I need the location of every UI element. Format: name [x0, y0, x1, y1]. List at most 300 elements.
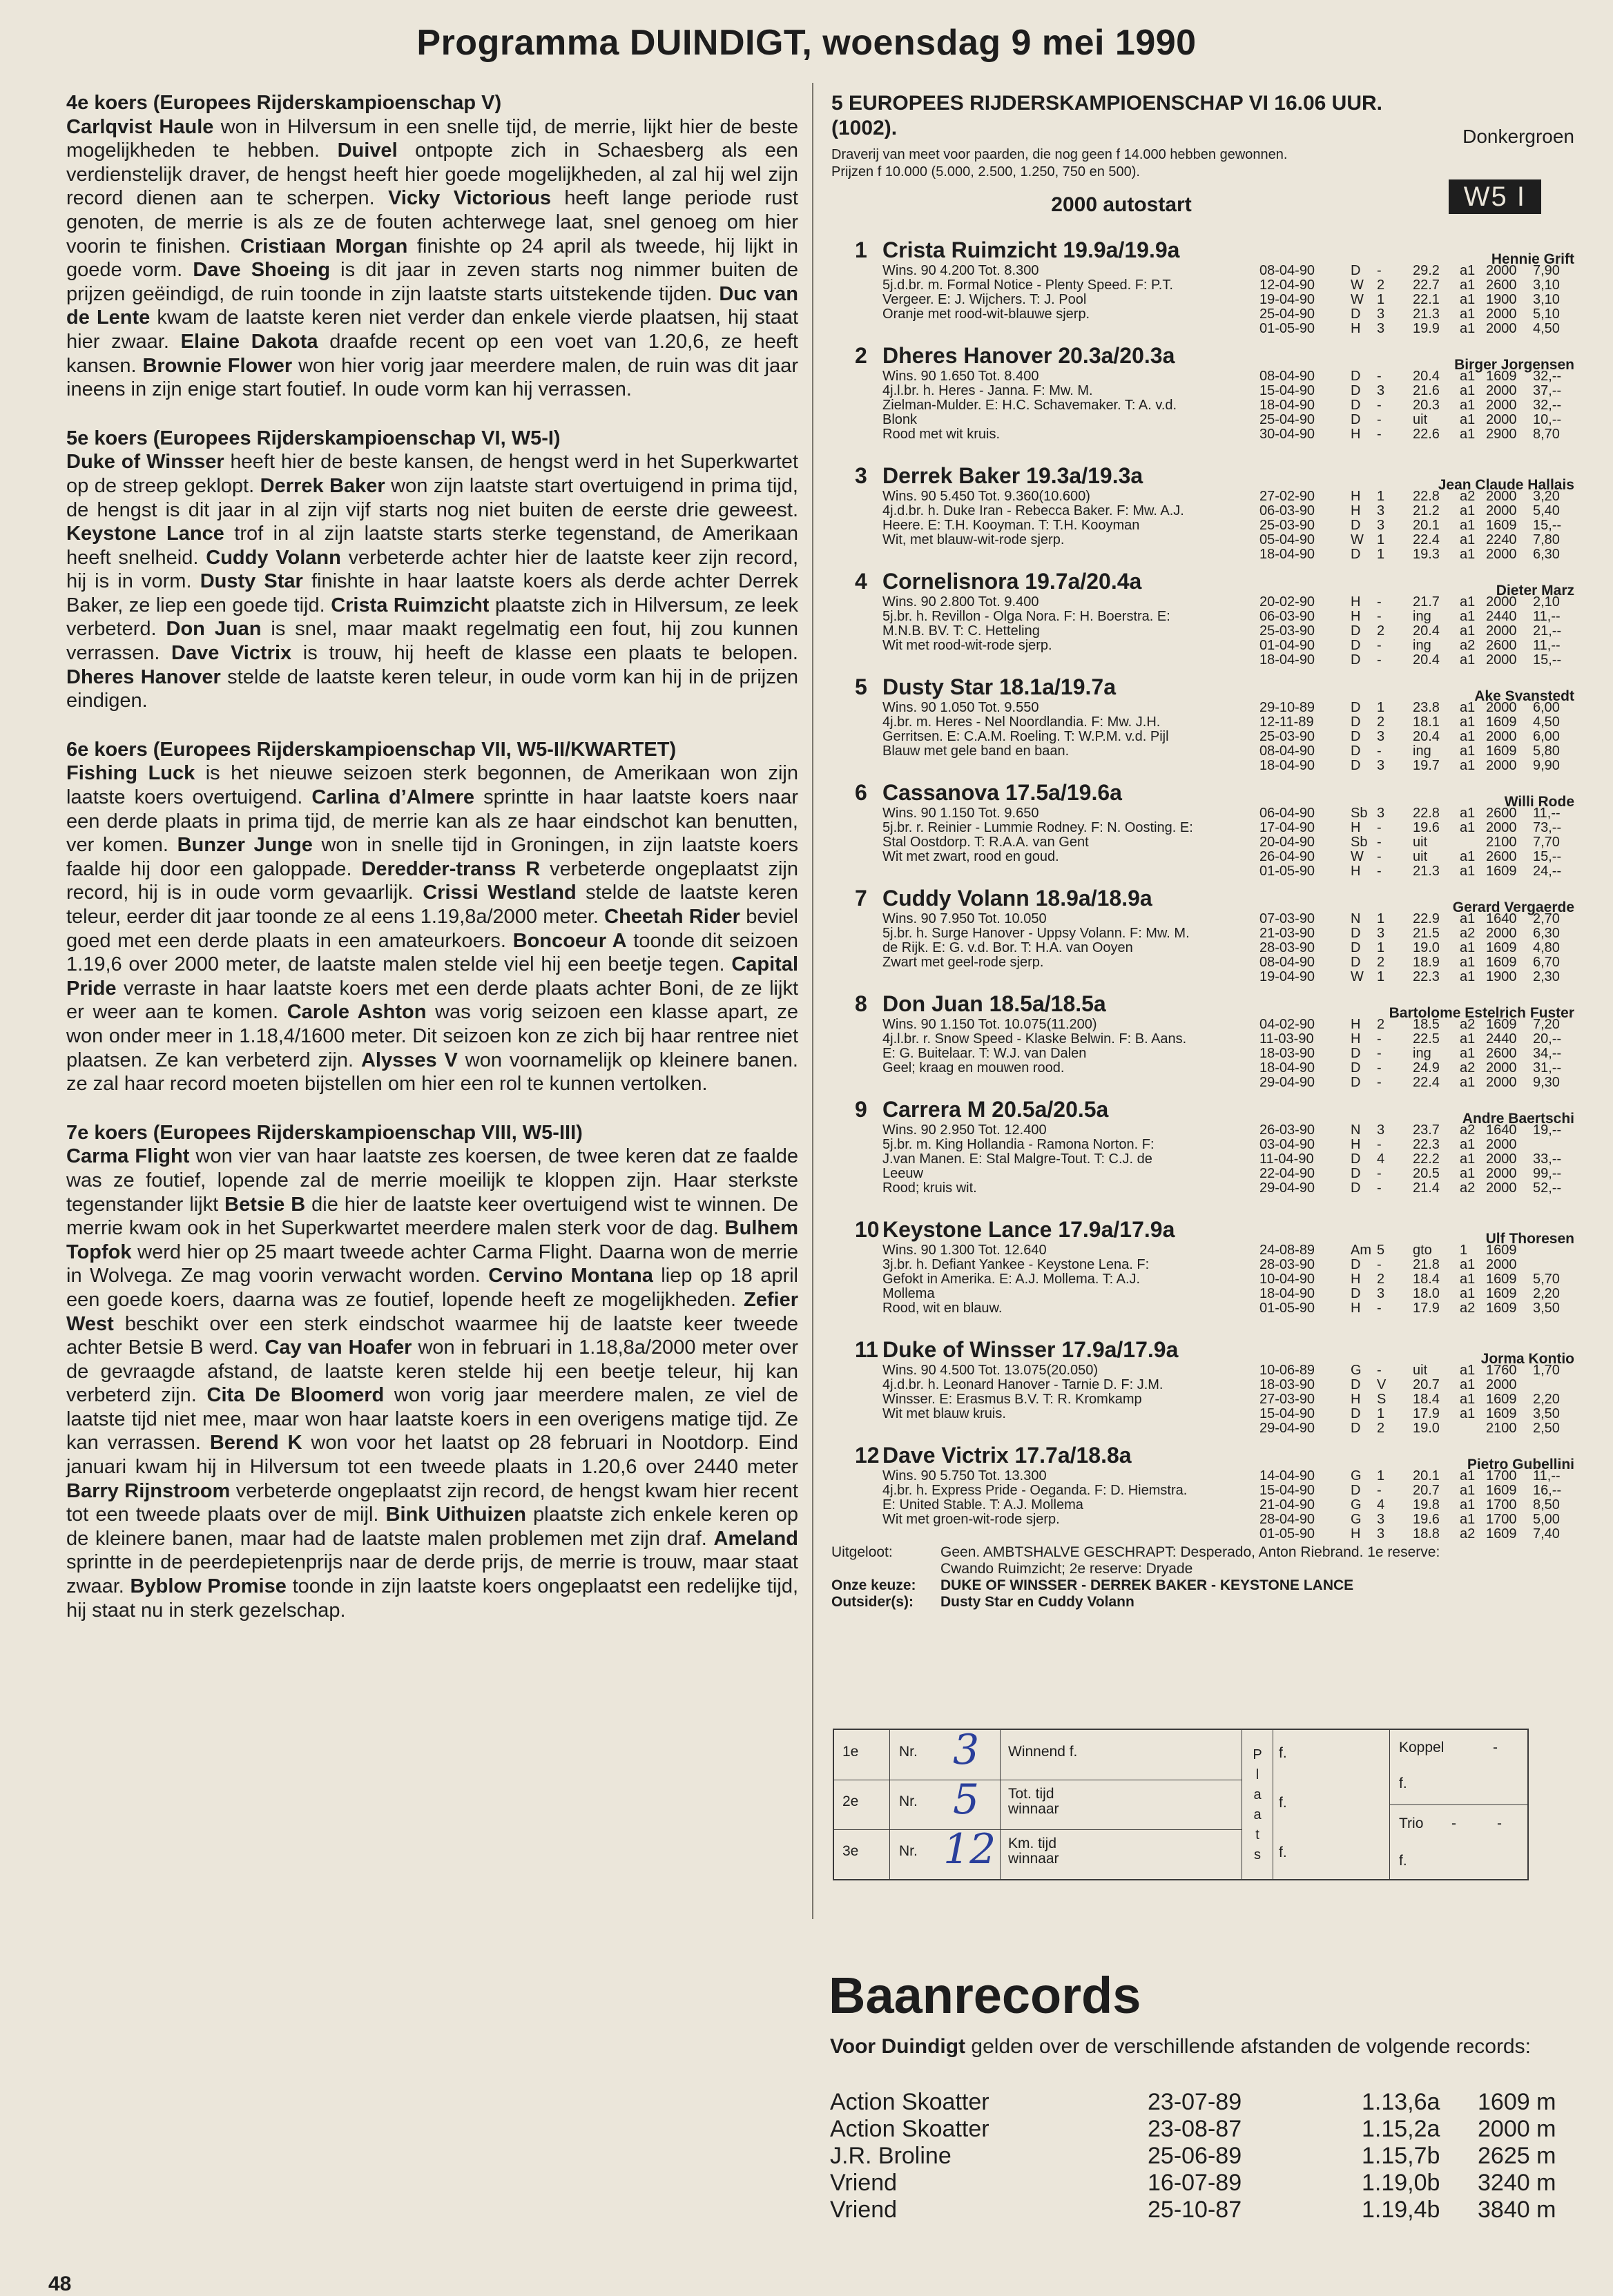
start-price: 6,00 — [1533, 700, 1560, 715]
start-track: D — [1351, 926, 1361, 941]
start-time: 20.5 — [1413, 1166, 1440, 1181]
start-place: 3 — [1377, 1526, 1385, 1541]
start-time: 21.4 — [1413, 1180, 1440, 1196]
start-row — [1259, 1181, 1574, 1196]
start-time: 21.8 — [1413, 1257, 1440, 1272]
start-row — [1259, 1061, 1574, 1076]
start-price: 10,-- — [1533, 412, 1562, 427]
info-line: Gefokt in Amerika. E: A.J. Mollema. T: A.J. — [882, 1272, 1141, 1287]
horse-info — [882, 1243, 1228, 1316]
start-row — [1259, 1527, 1574, 1541]
start-row — [1259, 1378, 1574, 1392]
start-distance: 1640 — [1486, 911, 1517, 926]
start-date: 18-03-90 — [1259, 1377, 1315, 1392]
page-title: Programma DUINDIGT, woensdag 9 mei 1990 — [416, 23, 1197, 63]
start-time: 21.7 — [1413, 594, 1440, 610]
start-price: 3,50 — [1533, 1406, 1560, 1421]
time-label-line: Tot. tijd — [1008, 1786, 1054, 1802]
nr-label: Nr. — [899, 1793, 918, 1809]
recent-starts — [1259, 264, 1574, 336]
start-place: 4 — [1377, 1151, 1385, 1167]
uitgeloot-text: Geen. AMBTSHALVE GESCHRAPT: Desperado, Anton Riebrand. 1e reserve: — [940, 1544, 1440, 1560]
start-place: 2 — [1377, 955, 1385, 970]
start-distance: 2440 — [1486, 1031, 1517, 1047]
start-type: a1 — [1460, 700, 1476, 715]
start-type: a1 — [1460, 1286, 1476, 1301]
start-place: - — [1377, 1363, 1382, 1378]
start-type: a1 — [1460, 652, 1476, 668]
start-track: Sb — [1351, 806, 1368, 821]
start-time: 21.6 — [1413, 383, 1440, 398]
start-distance: 1609 — [1486, 1286, 1517, 1301]
start-type: a1 — [1460, 307, 1476, 322]
start-date: 12-04-90 — [1259, 278, 1315, 293]
record-date: 23-08-87 — [1148, 2116, 1242, 2142]
start-type: a1 — [1460, 1363, 1476, 1378]
start-place: - — [1377, 1166, 1382, 1181]
horse-name: Crista Ruimzicht 19.9a/19.9a — [882, 237, 1180, 262]
recent-starts — [1259, 912, 1574, 984]
horse-name: Duke of Winsser 17.9a/17.9a — [882, 1337, 1179, 1362]
start-time: 22.8 — [1413, 806, 1440, 821]
result-row-1 — [834, 1726, 1242, 1780]
start-date: 18-04-90 — [1259, 652, 1315, 668]
start-place: - — [1377, 638, 1382, 653]
place-cell — [834, 1829, 890, 1879]
start-track: H — [1351, 321, 1361, 336]
start-distance: 1609 — [1486, 1272, 1517, 1287]
start-date: 19-04-90 — [1259, 292, 1315, 307]
start-date: 27-02-90 — [1259, 489, 1315, 504]
start-type: a1 — [1460, 609, 1476, 624]
start-track: H — [1351, 1526, 1361, 1541]
start-distance: 2000 — [1486, 700, 1517, 715]
nr-cell — [889, 1726, 1001, 1780]
start-track: D — [1351, 412, 1361, 427]
horse-number: 11 — [855, 1337, 878, 1362]
start-time: 22.7 — [1413, 278, 1440, 293]
start-price: 9,90 — [1533, 758, 1560, 773]
start-time: 21.3 — [1413, 307, 1440, 322]
start-distance: 1609 — [1486, 1483, 1517, 1498]
start-price: 73,-- — [1533, 820, 1562, 835]
handwritten-number: 12 — [943, 1825, 996, 1874]
start-place: 3 — [1377, 758, 1385, 773]
start-place: - — [1377, 1031, 1382, 1047]
start-price: 7,80 — [1533, 532, 1560, 547]
record-horse: J.R. Broline — [830, 2143, 952, 2169]
start-type: a2 — [1460, 1180, 1476, 1196]
start-distance: 1609 — [1486, 714, 1517, 730]
preview-text: Carlqvist Haule won in Hilversum in een snelle tijd, de merrie, lijkt hier de beste mogelijkheden te hebben. Duivel ontpopte zich in Schaesberg als een verdienstelijk draver, de hengst heeft hier goede mogelijkheden, al zal hij wel zijn record dienen aan te scherpen. Vicky Victorious heeft lange periode rust genoten, de merrie is als ze de fouten achterwege laat, snel genoeg om hier voorin te finishen. Cristiaan Morgan finishte op 24 april als tweede, hij lijkt in goede vorm. Dave Shoeing is dit jaar in zeven starts nog nimmer buiten de prijzen geëindigd, de ruin toonde in zijn laatste starts uitstekende tijden. Duc van de Lente kwam de laatste keren niet verder dan enkele vierde plaatsen, hij staat hier zwaar. Elaine Dakota draafde recent op een voet van 1.20,6, ze heeft kansen. Brownie Flower won hier vorig jaar meerdere malen, de ruin was dit jaar ineens in zijn enige start foutief. In oude vorm kan hij verrassen. — [66, 115, 799, 401]
plaats-letter: l — [1255, 1767, 1259, 1782]
start-place: 2 — [1377, 623, 1385, 639]
horse-entry — [831, 661, 1574, 773]
time-cell — [1000, 1780, 1242, 1829]
start-row — [1259, 1152, 1574, 1167]
plaats-f: f. — [1279, 1795, 1287, 1811]
start-price: 5,40 — [1533, 503, 1560, 518]
start-place: 2 — [1377, 278, 1385, 293]
start-type: a1 — [1460, 729, 1476, 744]
start-type: 2000 autostart — [1051, 193, 1192, 216]
start-place: - — [1377, 1257, 1382, 1272]
start-place: 1 — [1377, 1406, 1385, 1421]
start-price: 2,30 — [1533, 969, 1560, 984]
preview-race-4 — [66, 91, 798, 402]
start-date: 18-04-90 — [1259, 1286, 1315, 1301]
start-type: a1 — [1460, 955, 1476, 970]
start-distance: 1609 — [1486, 864, 1517, 879]
start-row — [1259, 1363, 1574, 1378]
start-price: 7,20 — [1533, 1017, 1560, 1032]
trio-label: Trio — [1399, 1816, 1424, 1831]
start-time: 18.4 — [1413, 1392, 1440, 1407]
info-line: 4j.d.br. h. Duke Iran - Rebecca Baker. F: Mw. A.J. — [882, 503, 1184, 518]
info-line: E: United Stable. T: A.J. Mollema — [882, 1497, 1083, 1512]
horse-name: Cuddy Volann 18.9a/18.9a — [882, 886, 1152, 911]
start-date: 17-04-90 — [1259, 820, 1315, 835]
record-time: 1.13,6a — [1362, 2089, 1440, 2115]
preview-race-7 — [66, 1121, 798, 1622]
start-row — [1259, 1287, 1574, 1301]
horse-number: 6 — [855, 780, 867, 805]
info-line: Wins. 90 1.050 Tot. 9.550 — [882, 700, 1039, 715]
start-track: D — [1351, 307, 1361, 322]
keuze-text: DUKE OF WINSSER - DERREK BAKER - KEYSTONE LANCE — [940, 1577, 1354, 1593]
start-row — [1259, 278, 1574, 293]
info-line: Wins. 90 1.300 Tot. 12.640 — [882, 1243, 1047, 1258]
trio-dash: - — [1451, 1816, 1456, 1831]
start-price: 2,50 — [1533, 1421, 1560, 1436]
start-place: 1 — [1377, 940, 1385, 955]
start-time: uit — [1413, 849, 1428, 864]
start-row — [1259, 821, 1574, 835]
start-track: D — [1351, 383, 1361, 398]
start-distance: 2000 — [1486, 307, 1517, 322]
start-row — [1259, 293, 1574, 307]
start-track: H — [1351, 1392, 1361, 1407]
place-cell — [834, 1780, 890, 1829]
start-type: a1 — [1460, 758, 1476, 773]
time-cell — [1000, 1730, 1242, 1780]
horse-entry — [831, 329, 1574, 449]
start-distance: 2000 — [1486, 1060, 1517, 1076]
start-time: 21.3 — [1413, 864, 1440, 879]
nr-label: Nr. — [899, 1744, 918, 1760]
start-track: H — [1351, 427, 1361, 442]
trio-cell — [1389, 1804, 1527, 1879]
recent-starts — [1259, 1018, 1574, 1090]
driver-name: Willi Rode — [1504, 794, 1574, 810]
start-row — [1259, 926, 1574, 941]
start-type: a1 — [1460, 321, 1476, 336]
start-row — [1259, 384, 1574, 398]
start-price: 15,-- — [1533, 518, 1562, 533]
start-place: V — [1377, 1377, 1387, 1392]
start-type: a1 — [1460, 1377, 1476, 1392]
start-distance: 2240 — [1486, 532, 1517, 547]
start-date: 29-04-90 — [1259, 1075, 1315, 1090]
driver-name: Hennie Grift — [1491, 251, 1574, 267]
plaats-letter: a — [1253, 1787, 1262, 1802]
start-price: 6,70 — [1533, 955, 1560, 970]
start-price: 5,00 — [1533, 1512, 1560, 1527]
start-row — [1259, 264, 1574, 278]
start-track: D — [1351, 547, 1361, 562]
start-place: - — [1377, 864, 1382, 879]
start-price: 4,50 — [1533, 714, 1560, 730]
start-price: 5,10 — [1533, 307, 1560, 322]
start-row — [1259, 624, 1574, 639]
horse-entry — [831, 224, 1574, 336]
start-type: a2 — [1460, 1122, 1476, 1138]
start-time: 22.2 — [1413, 1151, 1440, 1167]
start-date: 28-03-90 — [1259, 940, 1315, 955]
info-line: Vergeer. E: J. Wijchers. T: J. Pool — [882, 292, 1087, 307]
horse-number: 9 — [855, 1097, 867, 1122]
start-date: 24-08-89 — [1259, 1243, 1315, 1258]
horse-entry — [831, 1429, 1574, 1541]
column-divider — [812, 83, 813, 1919]
race-heading-line: 5 EUROPEES RIJDERSKAMPIOENSCHAP VI 16.06 UUR. — [831, 92, 1383, 115]
start-distance: 2000 — [1486, 1257, 1517, 1272]
record-horse: Action Skoatter — [830, 2116, 989, 2142]
start-type: a1 — [1460, 594, 1476, 610]
start-place: - — [1377, 1046, 1382, 1061]
info-line: Wins. 90 4.200 Tot. 8.300 — [882, 263, 1039, 278]
start-place: 3 — [1377, 926, 1385, 941]
start-date: 15-04-90 — [1259, 1483, 1315, 1498]
start-type: a1 — [1460, 1257, 1476, 1272]
start-type: a1 — [1460, 623, 1476, 639]
horse-number: 7 — [855, 886, 867, 911]
plaats-letter: P — [1253, 1747, 1262, 1762]
start-date: 27-03-90 — [1259, 1392, 1315, 1407]
horse-info — [882, 1469, 1228, 1527]
start-row — [1259, 1272, 1574, 1287]
recent-starts — [1259, 701, 1574, 773]
start-time: 18.8 — [1413, 1526, 1440, 1541]
info-line: 5j.d.br. m. Formal Notice - Plenty Speed. F: P.T. — [882, 278, 1173, 293]
start-track: Am — [1351, 1243, 1371, 1258]
start-type: a1 — [1460, 1031, 1476, 1047]
horse-number: 3 — [855, 463, 867, 488]
info-line: 3j.br. h. Defiant Yankee - Keystone Lena. F: — [882, 1257, 1150, 1272]
start-track: G — [1351, 1497, 1362, 1512]
start-price: 21,-- — [1533, 623, 1562, 639]
start-time: 21.2 — [1413, 503, 1440, 518]
start-row — [1259, 533, 1574, 547]
start-distance: 1640 — [1486, 1122, 1517, 1138]
start-time: 18.5 — [1413, 1017, 1440, 1032]
start-date: 20-02-90 — [1259, 594, 1315, 610]
start-distance: 2000 — [1486, 652, 1517, 668]
start-price: 8,70 — [1533, 427, 1560, 442]
start-row — [1259, 489, 1574, 504]
start-place: - — [1377, 1060, 1382, 1076]
result-row-3 — [834, 1825, 1242, 1879]
start-place: 3 — [1377, 383, 1385, 398]
horse-number: 10 — [855, 1217, 880, 1242]
start-track: D — [1351, 743, 1361, 759]
start-type: a1 — [1460, 1075, 1476, 1090]
start-type: a2 — [1460, 489, 1476, 504]
start-row — [1259, 639, 1574, 653]
start-distance: 2600 — [1486, 638, 1517, 653]
start-place: - — [1377, 609, 1382, 624]
start-price: 5,70 — [1533, 1272, 1560, 1287]
recent-starts — [1259, 1123, 1574, 1196]
onze-keuze-row — [831, 1577, 1574, 1594]
driver-name: Birger Jorgensen — [1454, 357, 1574, 373]
start-date: 01-05-90 — [1259, 1526, 1315, 1541]
start-track: D — [1351, 263, 1361, 278]
start-track: H — [1351, 1031, 1361, 1047]
start-distance: 2000 — [1486, 820, 1517, 835]
start-price: 11,-- — [1533, 1468, 1561, 1483]
record-distance: 2000 m — [1478, 2116, 1556, 2142]
start-distance: 1700 — [1486, 1468, 1517, 1483]
info-line: M.N.B. BV. T: C. Hetteling — [882, 623, 1040, 639]
start-distance: 1609 — [1486, 1406, 1517, 1421]
start-place: 3 — [1377, 518, 1385, 533]
info-line: Zielman-Mulder. E: H.C. Schavemaker. T: A. v.d. — [882, 398, 1177, 413]
start-date: 25-03-90 — [1259, 623, 1315, 639]
start-type: a1 — [1460, 743, 1476, 759]
conditions-line: Prijzen f 10.000 (5.000, 2.500, 1.250, 750 en 500). — [831, 164, 1140, 179]
nr-cell — [889, 1825, 1001, 1879]
start-time: 20.4 — [1413, 652, 1440, 668]
info-line: 5j.br. h. Surge Hanover - Uppsy Volann. F: Mw. M. — [882, 926, 1190, 941]
start-price: 7,90 — [1533, 263, 1560, 278]
plaats-letter: a — [1253, 1807, 1262, 1822]
start-price: 3,50 — [1533, 1301, 1560, 1316]
recent-starts — [1259, 489, 1574, 562]
start-track: D — [1351, 652, 1361, 668]
start-place: 3 — [1377, 321, 1385, 336]
start-date: 15-04-90 — [1259, 1406, 1315, 1421]
start-type: a2 — [1460, 1060, 1476, 1076]
start-track: D — [1351, 940, 1361, 955]
place-label: 2e — [842, 1793, 859, 1809]
start-type: a1 — [1460, 1046, 1476, 1061]
start-track: D — [1351, 1151, 1361, 1167]
start-track: H — [1351, 820, 1361, 835]
trio-dash: - — [1497, 1816, 1502, 1831]
start-track: D — [1351, 623, 1361, 639]
info-line: Rood met wit kruis. — [882, 427, 1001, 442]
start-type: a2 — [1460, 1017, 1476, 1032]
start-row — [1259, 715, 1574, 730]
info-line: Wins. 90 4.500 Tot. 13.075(20.050) — [882, 1363, 1099, 1378]
outsider-text: Dusty Star en Cuddy Volann — [940, 1594, 1134, 1610]
start-time: 19.3 — [1413, 547, 1440, 562]
start-row — [1259, 701, 1574, 715]
start-place: - — [1377, 1301, 1382, 1316]
start-date: 01-05-90 — [1259, 864, 1315, 879]
info-line: 5j.br. h. Revillon - Olga Nora. F: H. Boerstra. E: — [882, 609, 1170, 624]
start-distance: 2000 — [1486, 398, 1517, 413]
start-row — [1259, 1167, 1574, 1181]
start-date: 18-04-90 — [1259, 547, 1315, 562]
driver-name: Jorma Kontio — [1480, 1351, 1574, 1367]
start-track: H — [1351, 489, 1361, 504]
start-date: 01-05-90 — [1259, 1301, 1315, 1316]
info-line: Blonk — [882, 412, 918, 427]
start-distance: 2000 — [1486, 729, 1517, 744]
start-date: 11-04-90 — [1259, 1151, 1314, 1167]
start-type: a1 — [1460, 1272, 1476, 1287]
start-row — [1259, 850, 1574, 864]
time-cell — [1000, 1829, 1242, 1879]
start-price: 2,20 — [1533, 1286, 1560, 1301]
start-place: 1 — [1377, 532, 1385, 547]
record-distance: 3240 m — [1478, 2170, 1556, 2196]
start-track: H — [1351, 1137, 1361, 1152]
record-distance: 2625 m — [1478, 2143, 1556, 2169]
start-date: 21-04-90 — [1259, 1497, 1315, 1512]
start-price: 37,-- — [1533, 383, 1562, 398]
record-row — [830, 2197, 1569, 2224]
start-time: gto — [1413, 1243, 1432, 1258]
start-time: 19.9 — [1413, 321, 1440, 336]
start-track: D — [1351, 518, 1361, 533]
start-date: 25-04-90 — [1259, 412, 1315, 427]
start-price: 99,-- — [1533, 1166, 1562, 1181]
horse-number: 8 — [855, 991, 867, 1016]
start-place: 2 — [1377, 1017, 1385, 1032]
start-time: 23.7 — [1413, 1122, 1440, 1138]
start-price: 11,-- — [1533, 806, 1561, 821]
handwritten-number: 5 — [953, 1775, 980, 1824]
start-row — [1259, 1407, 1574, 1421]
start-track: D — [1351, 1075, 1361, 1090]
uitgeloot-text: Cwando Ruimzicht; 2e reserve: Dryade — [940, 1561, 1193, 1577]
start-date: 14-04-90 — [1259, 1468, 1315, 1483]
horse-name: Cassanova 17.5a/19.6a — [882, 780, 1122, 805]
start-track: H — [1351, 864, 1361, 879]
page-number: 48 — [48, 2273, 72, 2295]
time-label-line: winnaar — [1008, 1801, 1059, 1817]
start-price: 8,50 — [1533, 1497, 1560, 1512]
start-date: 03-04-90 — [1259, 1137, 1315, 1152]
horse-info — [882, 701, 1228, 759]
start-place: - — [1377, 849, 1382, 864]
start-place: - — [1377, 369, 1382, 384]
start-type: a1 — [1460, 820, 1476, 835]
start-distance: 1609 — [1486, 955, 1517, 970]
start-place: 1 — [1377, 489, 1385, 504]
start-type: a1 — [1460, 864, 1476, 879]
start-time: 20.7 — [1413, 1483, 1440, 1498]
start-type: a1 — [1460, 547, 1476, 562]
start-row — [1259, 941, 1574, 955]
start-distance: 2100 — [1486, 1421, 1517, 1436]
record-date: 16-07-89 — [1148, 2170, 1242, 2196]
start-row — [1259, 307, 1574, 322]
start-type: a1 — [1460, 412, 1476, 427]
trio-f: f. — [1399, 1853, 1407, 1869]
start-place: 1 — [1377, 969, 1385, 984]
start-date: 28-03-90 — [1259, 1257, 1315, 1272]
start-price: 20,-- — [1533, 1031, 1562, 1047]
horse-entry — [831, 555, 1574, 668]
start-distance: 2000 — [1486, 263, 1517, 278]
start-track: D — [1351, 955, 1361, 970]
start-row — [1259, 806, 1574, 821]
info-line: Wins. 90 2.950 Tot. 12.400 — [882, 1122, 1047, 1138]
